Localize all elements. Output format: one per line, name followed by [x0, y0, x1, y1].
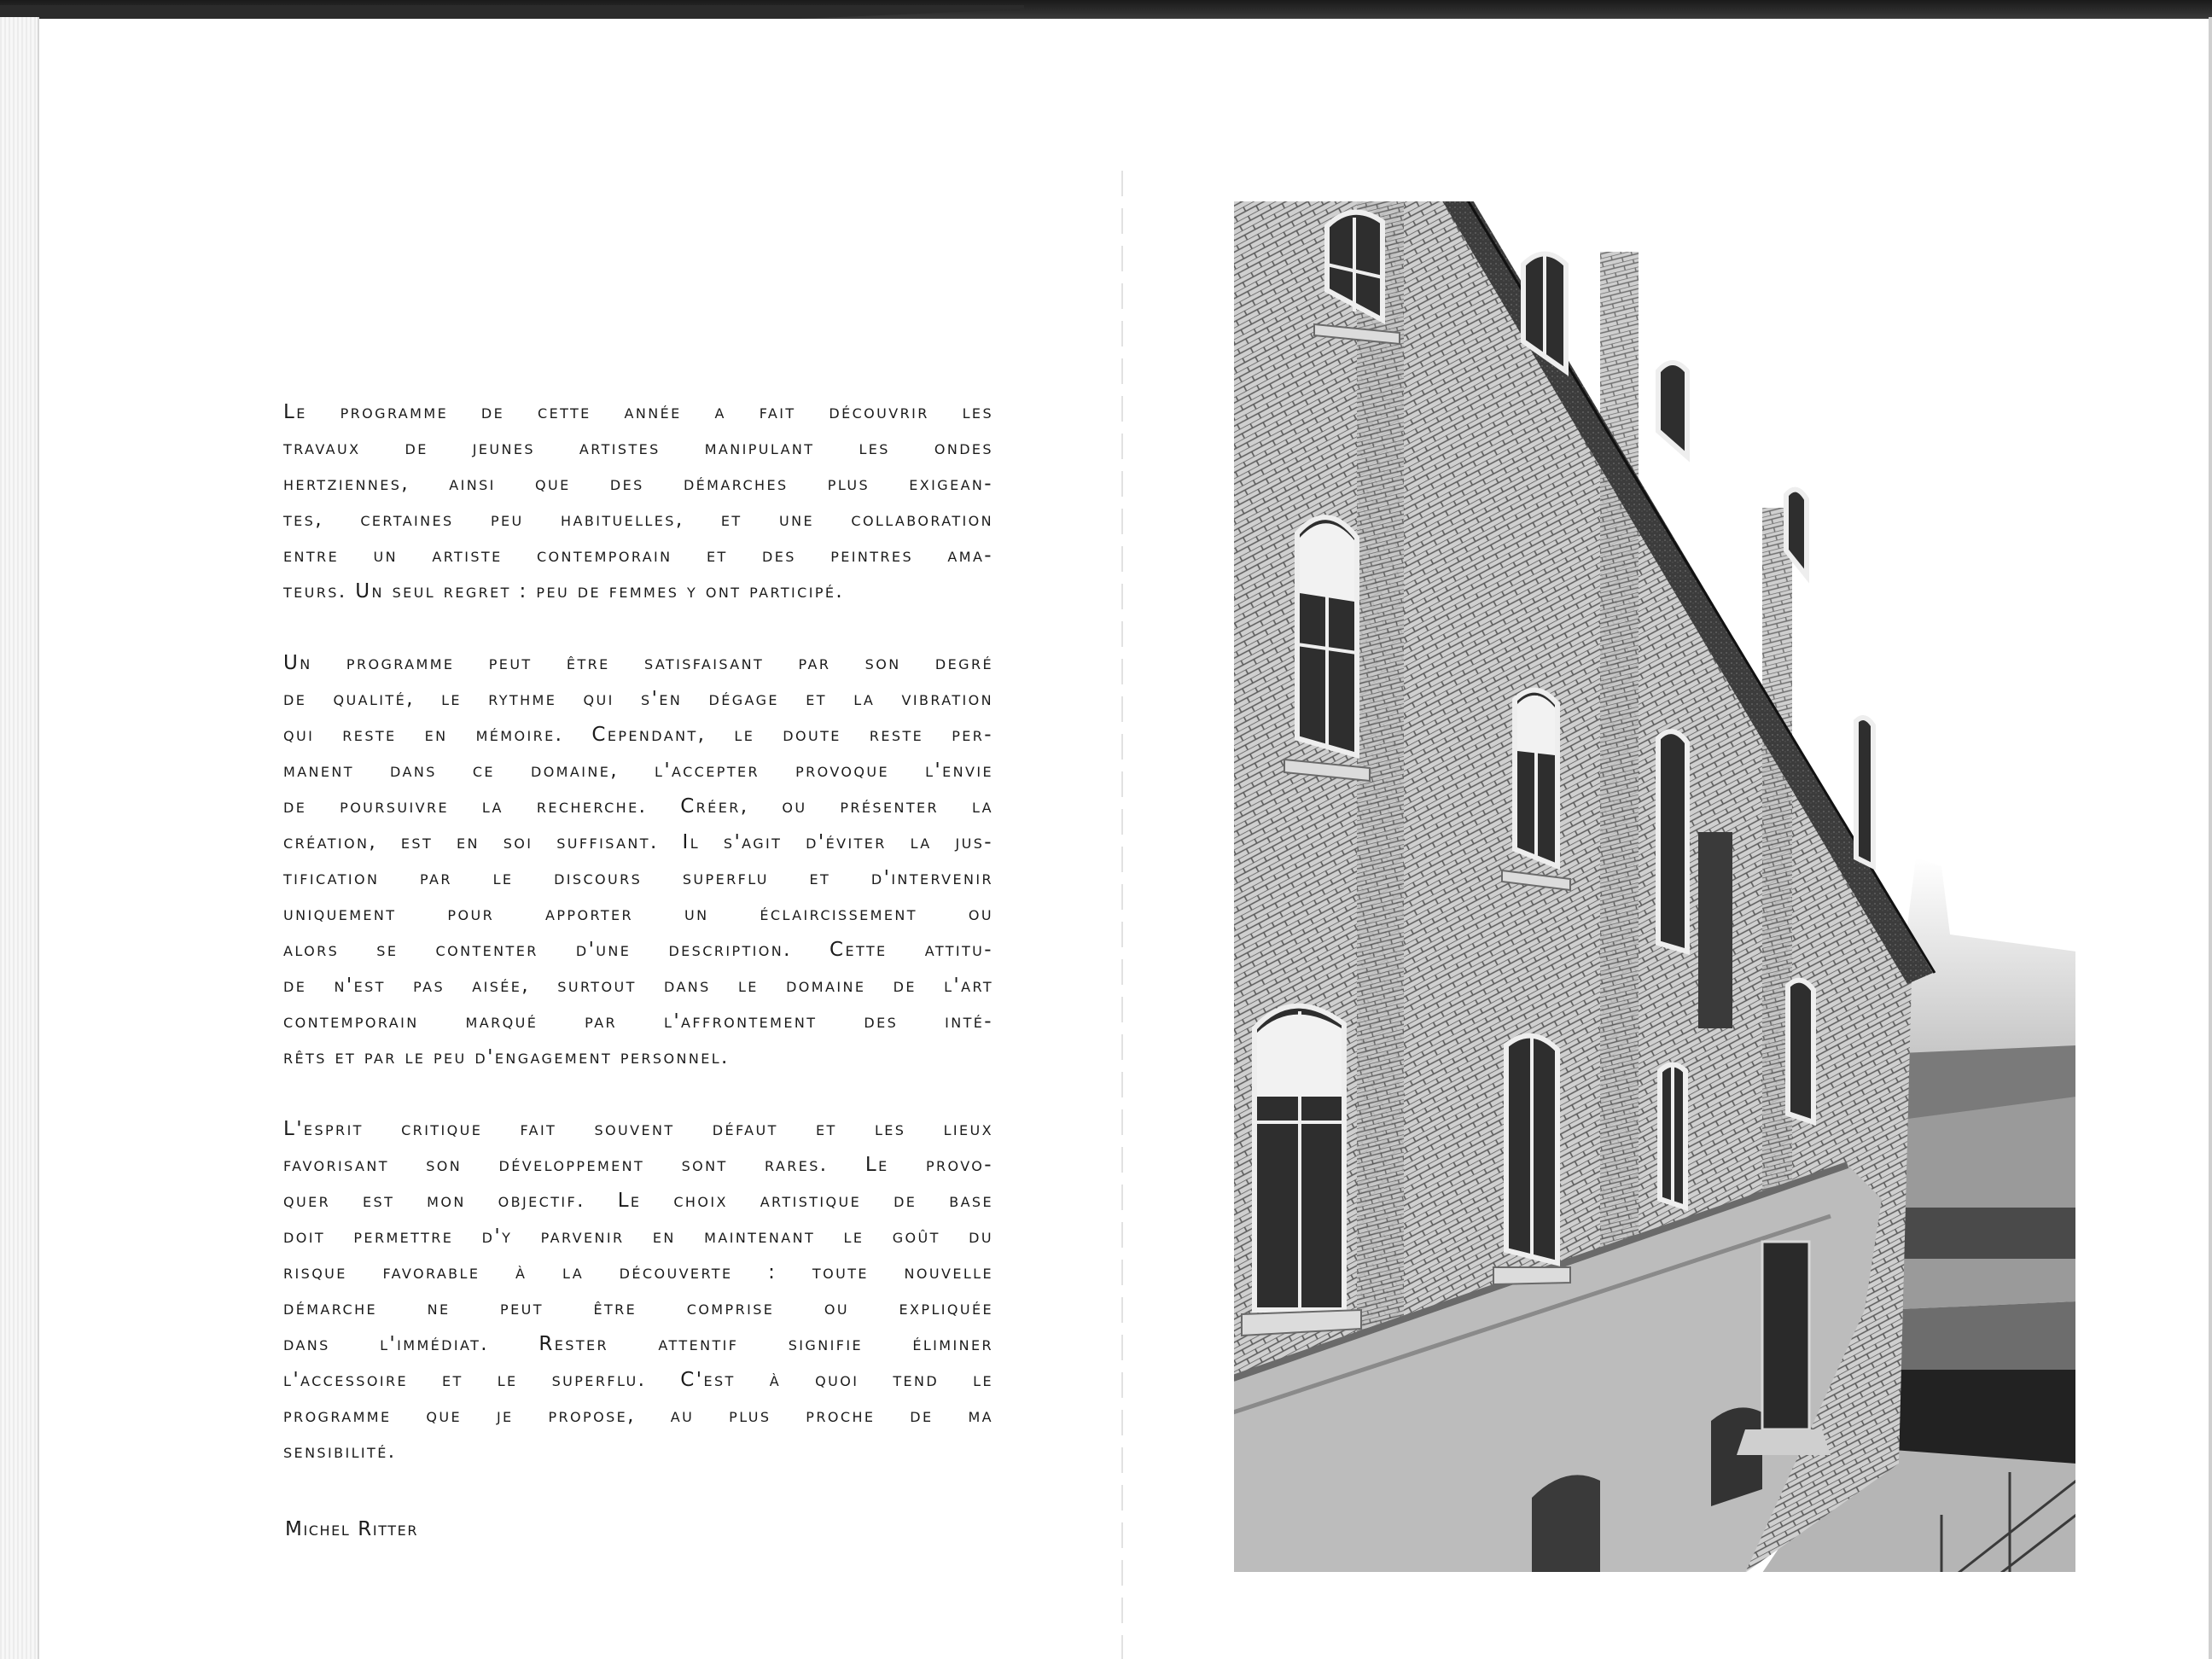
text-line: tes, certaines peu habituelles, et une collaboration	[283, 509, 993, 531]
text-line: entre un artiste contemporain et des peintres ama-	[283, 544, 993, 567]
paragraph-3	[283, 1111, 993, 1470]
text-line: de poursuivre la recherche. Créer, ou présenter la	[283, 795, 993, 818]
text-line: programme que je propose, au plus proche de ma	[283, 1405, 993, 1427]
paragraph-1	[283, 394, 993, 609]
text-line: quer est mon objectif. Le choix artistique de base	[283, 1190, 993, 1212]
text-line: L'esprit critique fait souvent défaut et les lieux	[283, 1118, 993, 1140]
text-line: doit permettre d'y parvenir en maintenant le goût du	[283, 1225, 993, 1248]
text-line: Un programme peut être satisfaisant par son degré	[283, 652, 993, 674]
text-line: rêts et par le peu d'engagement personnel.	[283, 1046, 730, 1068]
building-photo	[1233, 201, 2076, 1573]
text-line: de n'est pas aisée, surtout dans le domaine de l'art	[283, 975, 993, 997]
text-line: alors se contenter d'une description. Cette attitu-	[283, 939, 993, 961]
text-line: travaux de jeunes artistes manipulant les ondes	[283, 437, 993, 459]
text-line: l'accessoire et le superflu. C'est à quoi tend le	[283, 1369, 993, 1391]
text-line: contemporain marqué par l'affrontement des inté-	[283, 1010, 993, 1033]
book-cover-edge	[0, 17, 39, 1659]
text-line: manent dans ce domaine, l'accepter provoque l'envie	[283, 760, 993, 782]
text-line: qui reste en mémoire. Cependant, le doute reste per-	[283, 724, 993, 746]
text-line: teurs. Un seul regret : peu de femmes y ont participé.	[283, 580, 845, 602]
text-line: sensibilité.	[283, 1441, 397, 1463]
text-line: tification par le discours superflu et d'intervenir	[283, 867, 993, 889]
text-line: favorisant son développement sont rares. Le provo-	[283, 1154, 993, 1176]
text-line: création, est en soi suffisant. Il s'agit d'éviter la jus-	[283, 831, 993, 853]
text-line: Le programme de cette année a fait découvrir les	[283, 401, 993, 423]
page-right-edge	[2209, 17, 2212, 1659]
paragraph-2	[283, 645, 993, 1075]
left-page-text	[283, 394, 993, 1505]
text-line: hertziennes, ainsi que des démarches plus exigean-	[283, 473, 993, 495]
text-line: de qualité, le rythme qui s'en dégage et la vibration	[283, 688, 993, 710]
text-line: démarche ne peut être comprise ou expliquée	[283, 1297, 993, 1319]
text-line: risque favorable à la découverte : toute nouvelle	[283, 1261, 993, 1284]
text-line: uniquement pour apporter un éclaircissement ou	[283, 903, 993, 925]
text-line: dans l'immédiat. Rester attentif signifie éliminer	[283, 1333, 993, 1355]
author-signature: Michel Ritter	[285, 1518, 419, 1540]
book-gutter	[1121, 171, 1123, 1659]
